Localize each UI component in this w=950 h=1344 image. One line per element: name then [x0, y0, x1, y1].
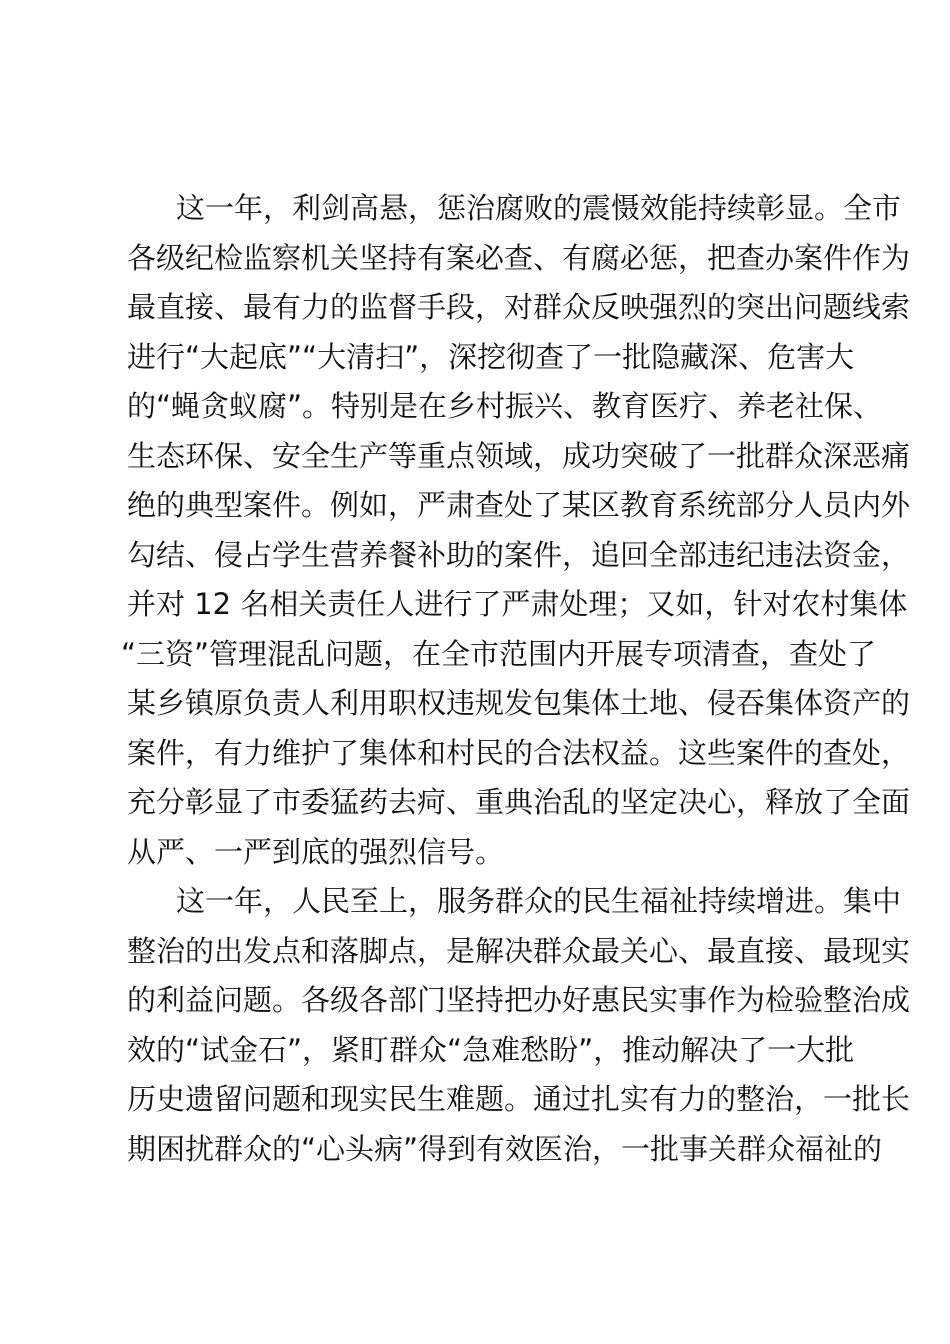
- paragraph-line: 这一年，人民至上，服务群众的民生福祉持续增进。集中: [176, 884, 902, 918]
- paragraph-line: 的利益问题。各级各部门坚持把办好惠民实事作为检验整治成: [127, 983, 911, 1017]
- paragraph-line: 从严、一严到底的强烈信号。: [127, 834, 505, 869]
- paragraph-line: 整治的出发点和落脚点，是解决群众最关心、最直接、最现实: [127, 933, 911, 968]
- paragraph-line: 并对 12 名相关责任人进行了严肃处理；又如，针对农村集体: [127, 587, 908, 621]
- paragraph-line: 某乡镇原负责人利用职权违规发包集体土地、侵吞集体资产的: [127, 686, 911, 720]
- paragraph-line: 案件，有力维护了集体和村民的合法权益。这些案件的查处，: [127, 735, 911, 770]
- paragraph-line: 的“蝇贪蚁腐”。特别是在乡村振兴、教育医疗、养老社保、: [127, 389, 883, 423]
- paragraph-line: 生态环保、安全生产等重点领域，成功突破了一批群众深恶痛: [127, 438, 911, 473]
- paragraph-line: 绝的典型案件。例如，严肃查处了某区教育系统部分人员内外: [127, 488, 911, 522]
- document-body: [121, 184, 911, 1174]
- paragraph-livelihood: [127, 877, 911, 1174]
- paragraph-line: “三资”管理混乱问题，在全市范围内开展专项清查，查处了: [121, 636, 877, 671]
- paragraph-line: 各级纪检监察机关坚持有案必查、有腐必惩，把查办案件作为: [127, 240, 911, 275]
- paragraph-anti-corruption: [121, 184, 911, 877]
- paragraph-line: 进行“大起底”“大清扫”，深挖彻查了一批隐藏深、危害大: [127, 339, 855, 374]
- paragraph-line: 充分彰显了市委猛药去疴、重典治乱的坚定决心，释放了全面: [127, 785, 911, 819]
- paragraph-line: 历史遗留问题和现实民生难题。通过扎实有力的整治，一批长: [127, 1082, 911, 1116]
- paragraph-line: 这一年，利剑高悬，惩治腐败的震慑效能持续彰显。全市: [176, 191, 902, 225]
- paragraph-line: 期困扰群众的“心头病”得到有效医治，一批事关群众福祉的: [127, 1131, 883, 1166]
- paragraph-line: 勾结、侵占学生营养餐补助的案件，追回全部违纪违法资金，: [127, 537, 911, 572]
- paragraph-line: 效的“试金石”，紧盯群众“急难愁盼”，推动解决了一大批: [127, 1032, 855, 1067]
- paragraph-line: 最直接、最有力的监督手段，对群众反映强烈的突出问题线索: [127, 290, 911, 324]
